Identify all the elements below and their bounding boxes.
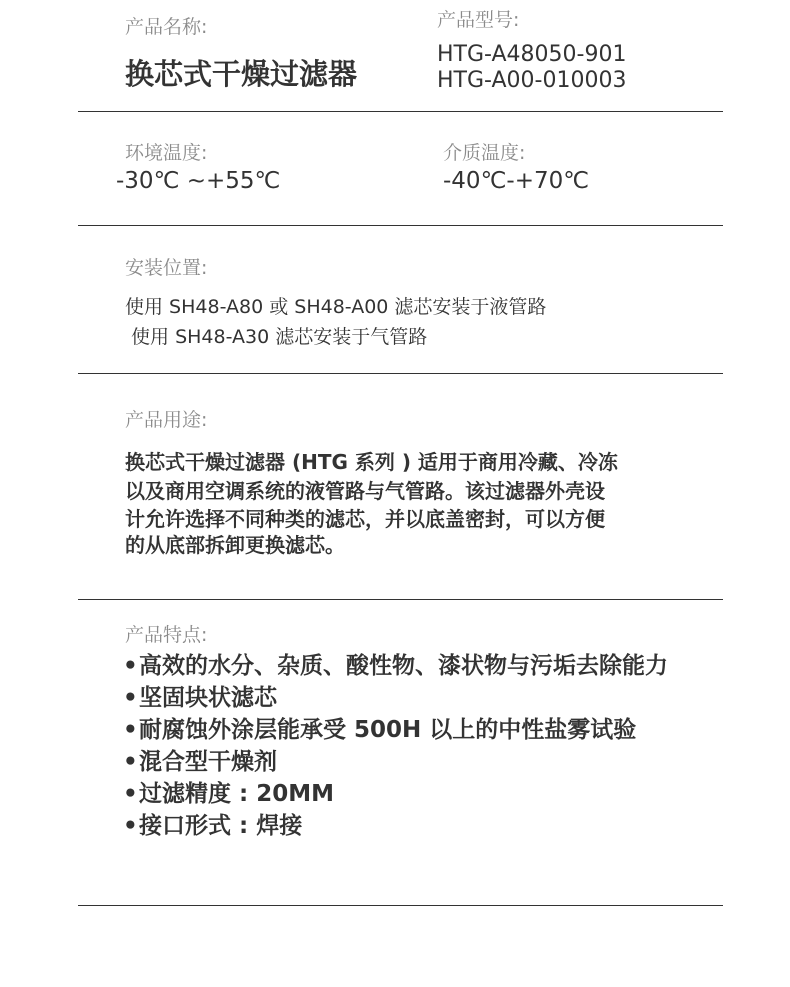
product-model-label: 产品型号:: [437, 9, 520, 31]
usage-line-4: 的从底部拆卸更换滤芯。: [125, 533, 345, 557]
product-name-value: 换芯式干燥过滤器: [125, 57, 358, 91]
feature-item: •过滤精度 : 20MM: [123, 778, 668, 810]
install-label: 安装位置:: [125, 257, 208, 279]
product-model-code-2: HTG-A00-010003: [437, 68, 627, 93]
usage-label: 产品用途:: [125, 409, 208, 431]
product-model-code-1: HTG-A48050-901: [437, 42, 627, 67]
feature-item: •耐腐蚀外涂层能承受 500H 以上的中性盐雾试验: [123, 714, 668, 746]
env-temp-value: -30℃ ~+55℃: [116, 168, 281, 194]
bullet-icon: •: [123, 749, 138, 775]
feature-item: •接口形式 : 焊接: [123, 810, 668, 842]
medium-temp-value: -40℃-+70℃: [443, 168, 590, 194]
feature-item: •坚固块状滤芯: [123, 682, 668, 714]
bullet-icon: •: [123, 813, 138, 839]
usage-line-1: 换芯式干燥过滤器 (HTG 系列 ) 适用于商用冷藏、冷冻: [125, 450, 618, 474]
usage-line-3: 计允许选择不同种类的滤芯，并以底盖密封，可以方便: [125, 507, 605, 531]
product-name-label: 产品名称:: [125, 16, 208, 38]
feature-item: •高效的水分、杂质、酸性物、漆状物与污垢去除能力: [123, 650, 668, 682]
medium-temp-label: 介质温度:: [443, 142, 526, 164]
section-divider: [78, 599, 723, 600]
usage-line-2: 以及商用空调系统的液管路与气管路。该过滤器外壳设: [125, 479, 605, 503]
bullet-icon: •: [123, 685, 138, 711]
install-line-1: 使用 SH48-A80 或 SH48-A00 滤芯安装于液管路: [125, 296, 547, 318]
section-divider: [78, 373, 723, 374]
section-divider: [78, 905, 723, 906]
bullet-icon: •: [123, 717, 138, 743]
feature-item: •混合型干燥剂: [123, 746, 668, 778]
features-label: 产品特点:: [125, 624, 208, 646]
bullet-icon: •: [123, 653, 138, 679]
section-divider: [78, 111, 723, 112]
install-line-2: 使用 SH48-A30 滤芯安装于气管路: [125, 326, 428, 348]
env-temp-label: 环境温度:: [125, 142, 208, 164]
section-divider: [78, 225, 723, 226]
features-list: [123, 650, 668, 842]
bullet-icon: •: [123, 781, 138, 807]
